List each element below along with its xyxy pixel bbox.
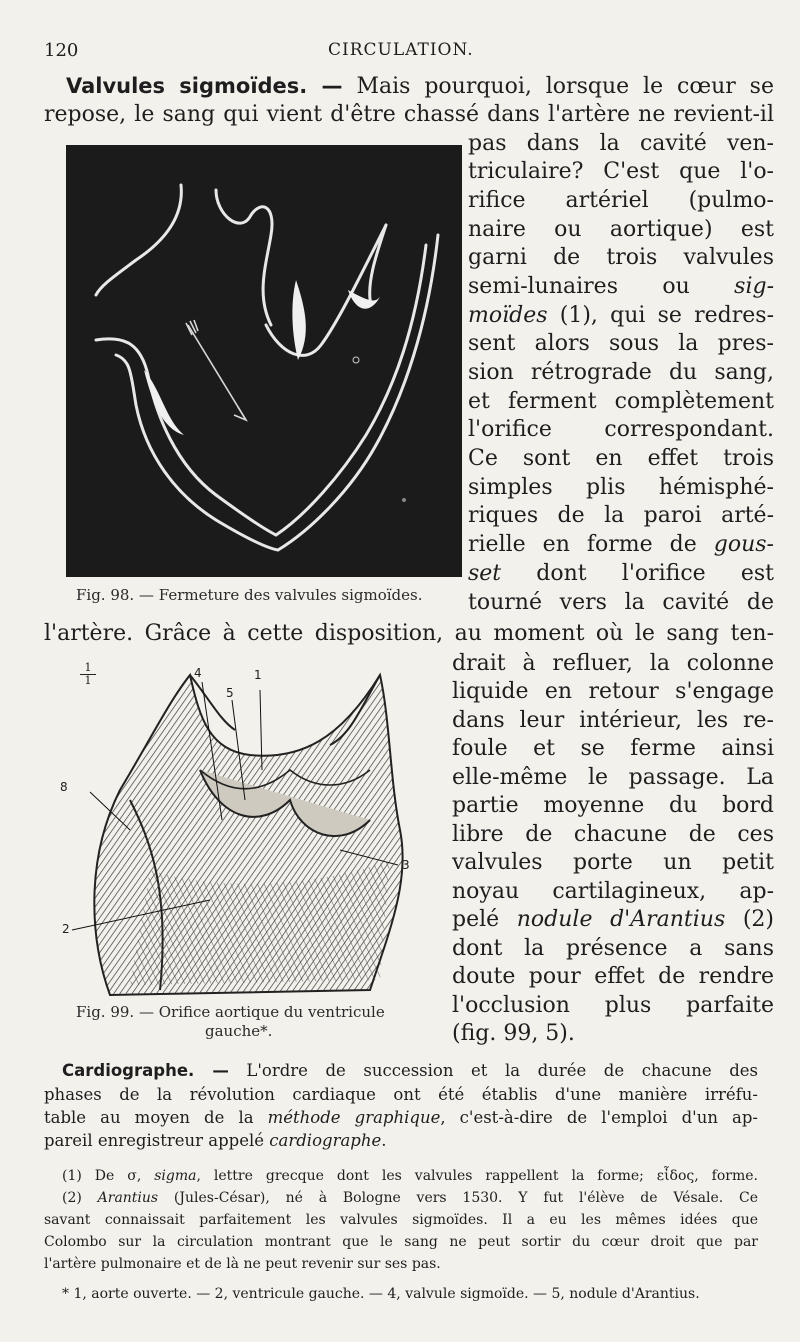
paragraph-line: elle-même le passage. La [452, 765, 774, 790]
paragraph-line: (fig. 99, 5). [452, 1021, 575, 1046]
figure-legend-note: * 1, aorte ouverte. — 2, ventricule gauche. — 4, valvule sigmoïde. — 5, nodule d'Arantius. [62, 1286, 700, 1302]
footnote-2-line: l'artère pulmonaire et de là ne peut revenir sur ses pas. [44, 1256, 441, 1272]
paragraph-line: l'orifice correspondant. [468, 417, 774, 442]
footnote-1: (1) De σ, sigma, lettre grecque dont les valvules rappellent la forme; εἶδος, forme. [62, 1168, 758, 1184]
paragraph-line: semi-lunaires ou sig- [468, 274, 774, 299]
paragraph-line: l'occlusion plus parfaite [452, 993, 774, 1018]
paragraph-line: Cardiographe. — L'ordre de succession et la durée de chacune des [62, 1061, 759, 1080]
figure-98 [66, 145, 462, 577]
paragraph-line: simples plis hémisphé- [468, 475, 774, 500]
paragraph-line: set dont l'orifice est [468, 561, 774, 586]
figure-label-3: 3 [402, 858, 410, 872]
figure-99-caption-cont: gauche*. [205, 1022, 273, 1040]
paragraph-line: drait à refluer, la colonne [452, 651, 774, 676]
paragraph-line: sent alors sous la pres- [468, 331, 774, 356]
paragraph-line: Ce sont en effet trois [468, 446, 774, 471]
figure-99 [60, 660, 440, 1000]
footnote-2: (2) Arantius (Jules-César), né à Bologne vers 1530. Y fut l'élève de Vésale. Ce [62, 1190, 759, 1206]
figure-98-caption: Fig. 98. — Fermeture des valvules sigmoïdes. [76, 586, 423, 604]
figure-label-1: 1 [254, 668, 262, 682]
paragraph-line: sion rétrograde du sang, [468, 360, 774, 385]
section-heading-valvules: Valvules sigmoïdes. — [66, 74, 343, 98]
paragraph-line: partie moyenne du bord [452, 793, 774, 818]
paragraph-line: triculaire? C'est que l'o- [468, 159, 774, 184]
paragraph-line: et ferment complètement [468, 389, 774, 414]
aortic-orifice-illustration [60, 660, 440, 1000]
paragraph-line: dans leur intérieur, les re- [452, 708, 774, 733]
paragraph-line: foule et se ferme ainsi [452, 736, 774, 761]
paragraph-line: table au moyen de la méthode graphique, c'est-à-dire de l'emploi d'un ap- [44, 1108, 759, 1127]
paragraph-line: noyau cartilagineux, ap- [452, 879, 774, 904]
paragraph-line: naire ou aortique) est [468, 217, 774, 242]
paragraph-line: rielle en forme de gous- [468, 532, 774, 557]
paragraph-line: moïdes (1), qui se redres- [468, 303, 774, 328]
figure-label-8: 8 [60, 780, 68, 794]
figure-label-5: 5 [226, 686, 234, 700]
paragraph-line: l'artère. Grâce à cette disposition, au moment où le sang ten- [44, 621, 774, 646]
paragraph-line: tourné vers la cavité de [468, 590, 774, 615]
figure-label-4: 4 [194, 666, 202, 680]
running-title: CIRCULATION. [328, 40, 474, 60]
scale-fraction: 1 1 [80, 662, 96, 687]
paragraph-line: pareil enregistreur appelé cardiographe. [44, 1131, 387, 1150]
figure-99-caption: Fig. 99. — Orifice aortique du ventricule [76, 1003, 385, 1021]
figure-label-2: 2 [62, 922, 70, 936]
paragraph-line: doute pour effet de rendre [452, 964, 774, 989]
paragraph-line: phases de la révolution cardiaque ont été établis d'une manière irréfu- [44, 1085, 758, 1104]
footnote-2-line: savant connaissait parfaitement les valvules sigmoïdes. Il a eu les mêmes idées que [44, 1212, 758, 1228]
paragraph-line: riques de la paroi arté- [468, 503, 774, 528]
page-number: 120 [44, 40, 79, 61]
paragraph-line: pelé nodule d'Arantius (2) [452, 907, 775, 932]
footnote-2-line: Colombo sur la circulation montrant que le sang ne peut sortir du cœur droit que par [44, 1234, 758, 1250]
paragraph-line: repose, le sang qui vient d'être chassé dans l'artère ne revient-il [44, 102, 774, 127]
paragraph-line: rifice artériel (pulmo- [468, 188, 774, 213]
paragraph-line: valvules porte un petit [452, 850, 774, 875]
paragraph-line: dont la présence a sans [452, 936, 774, 961]
section-heading-cardiographe: Cardiographe. — [62, 1061, 229, 1080]
heart-valve-illustration [66, 145, 462, 577]
paragraph-line: garni de trois valvules [468, 245, 774, 270]
paragraph-line: libre de chacune de ces [452, 822, 774, 847]
paragraph-line: liquide en retour s'engage [452, 679, 774, 704]
paragraph-line: Valvules sigmoïdes. — Mais pourquoi, lorsque le cœur se [66, 74, 774, 99]
paragraph-line: pas dans la cavité ven- [468, 131, 774, 156]
